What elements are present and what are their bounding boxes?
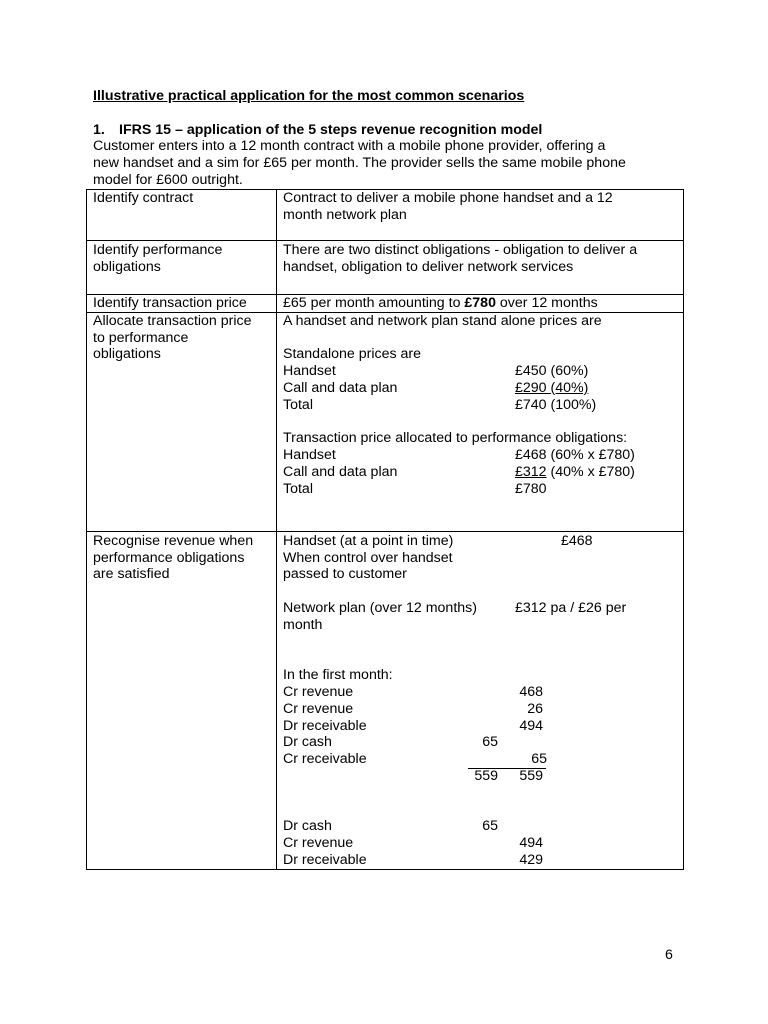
content-line: handset, obligation to deliver network services <box>283 258 574 275</box>
row-label <box>87 312 277 531</box>
journal-totals: 559 559 <box>283 768 677 785</box>
row-content <box>277 531 684 869</box>
journal-line: Cr revenue 468 <box>283 683 543 700</box>
price-total: £780 <box>464 295 496 311</box>
label-text: to performance <box>93 329 189 346</box>
content-line: In the first month: <box>283 667 393 684</box>
section-title-text: IFRS 15 – application of the 5 steps revenue recognition model <box>119 122 543 138</box>
journal-line: Cr revenue 494 <box>283 835 543 852</box>
content-line: Transaction price allocated to performance obligations: <box>283 430 628 447</box>
allocated-price-line: Call and data plan £312 (40% x £780) <box>283 463 635 480</box>
content-line: Network plan (over 12 months) £312 pa / £26 per <box>283 599 627 616</box>
row-content <box>277 312 684 531</box>
intro-line: model for £600 outright. <box>93 171 243 188</box>
content-line: When control over handset <box>283 549 453 566</box>
row-content <box>277 295 684 313</box>
label-text: are satisfied <box>93 566 170 583</box>
journal-line: Dr cash 65 <box>283 818 498 835</box>
table-row-recognise-revenue <box>87 531 684 869</box>
row-label <box>87 190 277 241</box>
content-line: passed to customer <box>283 566 407 583</box>
section-title <box>93 122 542 139</box>
allocated-price-line: Total £780 <box>283 480 547 497</box>
section-number: 1. <box>93 122 105 138</box>
journal-line: Dr receivable 429 <box>283 851 543 868</box>
price-text: £65 per month amounting to <box>283 295 465 311</box>
document-heading: Illustrative practical application for the most common scenarios <box>93 88 525 104</box>
allocated-price-line: Handset £468 (60% x £780) <box>283 447 635 464</box>
content-line: There are two distinct obligations - obligation to deliver a <box>283 242 638 258</box>
table-row-performance-obligations <box>87 241 684 295</box>
row-content <box>277 190 684 241</box>
row-content <box>277 241 684 295</box>
label-text: performance obligations <box>93 549 245 566</box>
journal-line: Dr cash 65 <box>283 734 498 751</box>
price-text: over 12 months <box>495 295 598 311</box>
label-text: obligations <box>93 258 161 275</box>
journal-line: Cr revenue 26 <box>283 700 543 717</box>
content-line: month network plan <box>283 206 407 223</box>
row-label <box>87 531 277 869</box>
content-line: A handset and network plan stand alone prices are <box>283 312 602 329</box>
standalone-price-line: Total £740 (100%) <box>283 396 597 413</box>
standalone-price-line: Handset £450 (60%) <box>283 363 589 380</box>
journal-line: Dr receivable 494 <box>283 717 543 734</box>
content-line: Contract to deliver a mobile phone handset and a 12 <box>283 190 613 206</box>
content-line: Standalone prices are <box>283 346 422 363</box>
journal-line: Cr receivable 65 <box>283 751 547 768</box>
label-text: obligations <box>93 346 161 363</box>
table-row-identify-contract <box>87 190 684 241</box>
intro-line: new handset and a sim for £65 per month. The provider sells the same mobile phone <box>93 154 626 171</box>
label-text: Recognise revenue when <box>93 532 254 549</box>
content-line: Handset (at a point in time) £468 <box>283 532 593 549</box>
label-text: Identify performance <box>93 242 223 258</box>
label-text: Identify contract <box>93 190 194 206</box>
page-number: 6 <box>665 947 673 963</box>
standalone-price-line: Call and data plan £290 (40%) <box>283 379 589 396</box>
label-text: Identify transaction price <box>93 295 247 311</box>
intro-line: Customer enters into a 12 month contract with a mobile phone provider, offering a <box>93 138 606 154</box>
table-row-transaction-price <box>87 295 684 313</box>
row-label <box>87 241 277 295</box>
table-row-allocate-price <box>87 312 684 531</box>
content-line <box>283 295 677 312</box>
label-text: Allocate transaction price <box>93 312 252 329</box>
scenario-description <box>93 138 693 188</box>
revenue-model-table <box>86 189 684 870</box>
content-line: month <box>283 616 323 633</box>
row-label <box>87 295 277 313</box>
